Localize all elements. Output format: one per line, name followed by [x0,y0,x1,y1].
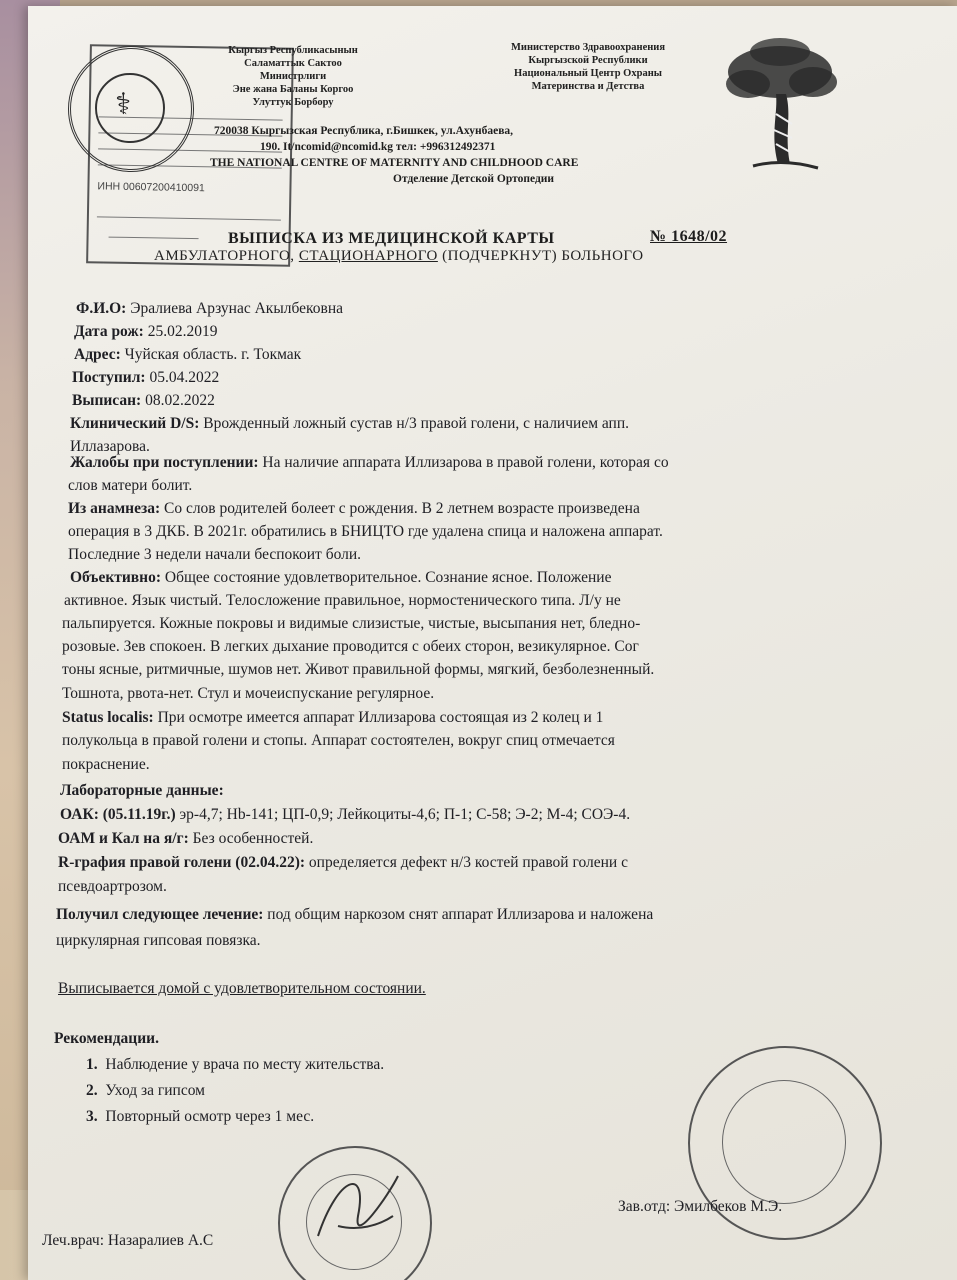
document-subtitle [154,248,644,265]
field-value: Чуйская область. г. Токмак [120,346,302,363]
status-localis-row [62,709,603,727]
recommendation-text: Уход за гипсом [105,1082,205,1099]
diagnosis-row [70,415,629,433]
center-logo [68,46,194,172]
objective-continued: тоны ясные, ритмичные, шумов нет. Живот правильной формы, мягкий, безболезненный. [62,661,655,678]
recommendation-text: Наблюдение у врача по месту жительства. [105,1056,385,1073]
field-label: Получил следующее лечение: [56,906,264,923]
field-label: Выписан: [72,392,142,409]
diagnosis-continued: Иллазарова. [70,438,150,455]
field-label: Рекомендации. [54,1030,159,1047]
field-value: Общее состояние удовлетворительное. Сознание ясное. Положение [161,569,612,586]
objective-continued: пальпируется. Кожные покровы и видимые слизистые, чистые, высыпания нет, бледно- [62,615,641,632]
field-label: Ф.И.О: [76,300,127,317]
recommendation-item: 2. Уход за гипсом [86,1082,205,1099]
field-value: Со слов родителей болеет с рождения. В 2 летнем возрасте произведена [160,500,640,517]
field-value: При осмотре имеется аппарат Иллизарова состоящая из 2 колец и 1 [153,709,604,726]
field-label: Дата рож: [74,323,144,340]
header-left-line: Эне жана Баланы Коргоо [232,84,354,95]
field-value: Врожденный ложный сустав н/3 правой голени, с наличием апп. [199,415,630,432]
subtitle-part: (ПОДЧЕРКНУТ) БОЛЬНОГО [437,248,644,264]
field-value: На наличие аппарата Иллизарова в правой голени, которая со [258,454,669,471]
field-label: Клинический D/S: [70,415,200,432]
objective-row [70,569,612,587]
recommendation-item: 3. Повторный осмотр через 1 мес. [86,1108,315,1125]
oak-row [60,806,630,824]
field-value: Эралиева Арзунас Акылбековна [126,300,344,317]
subtitle-underlined: СТАЦИОНАРНОГО [298,248,438,264]
status-localis-continued: полукольца в правой голени и стопы. Аппарат состоятелен, вокруг спиц отмечается [62,732,615,749]
field-label: Объективно: [70,569,162,586]
header-left-line: Кыргыз Республикасынын [228,45,358,56]
anamnesis-continued: операция в 3 ДКБ. В 2021г. обратились в БНИЦТО где удалена спица и наложена аппарат. [68,523,663,540]
field-value: эр-4,7; Hb-141; ЦП-0,9; Лейкоциты-4,6; П-1; С-58; Э-2; М-4; СОЭ-4. [175,806,631,823]
header-right [458,41,718,93]
header-right-line: Министерство Здравоохранения [510,42,666,53]
stamp-inn: ИНН 00607200410091 [97,180,205,195]
field-value: Назаралиев А.С [104,1232,214,1249]
objective-continued: розовые. Зев спокоен. В легких дыхание проводится с обеих сторон, везикулярное. Сог [62,638,639,655]
document-number: № 1648/02 [650,228,728,245]
objective-continued: активное. Язык чистый. Телосложение правильное, нормостенического типа. Л/у не [64,592,621,609]
discharged-row [72,392,215,410]
recommendation-text: Повторный осмотр через 1 мес. [105,1108,315,1125]
field-label: ОАМ и Кал на я/г: [58,830,189,847]
fio-row [76,300,343,318]
xray-continued: псевдоартрозом. [58,878,167,895]
head-signature-line [618,1198,782,1216]
address-line-3: THE NATIONAL CENTRE OF MATERNITY AND CHILDHOOD CARE [210,157,579,169]
field-label: Лабораторные данные: [60,782,224,799]
dob-row [74,323,217,341]
header-left-line: Улуттук Борбору [252,97,334,108]
discharge-statement: Выписывается домой с удовлетворительном состоянии. [58,980,426,997]
field-label: R-графия правой голени (02.04.22): [58,854,306,871]
field-label: Поступил: [72,369,146,386]
field-label: Из анамнеза: [68,500,161,517]
admitted-row [72,369,219,387]
field-value: 08.02.2022 [141,392,215,409]
header-left [178,44,408,109]
objective-continued: Тошнота, рвота-нет. Стул и мочеиспускание регулярное. [62,685,435,702]
header-right-line: Материнства и Детства [531,81,645,92]
address-line-2: 190. It/ncomid@ncomid.kg тел: +996312492371 [260,141,496,153]
recommendations-heading [54,1030,159,1048]
field-value: Без особенностей. [188,830,314,847]
document-title: ВЫПИСКА ИЗ МЕДИЦИНСКОЙ КАРТЫ [228,230,555,247]
field-value: определяется дефект н/3 костей правой голени с [305,854,628,871]
xray-row [58,854,628,872]
field-label: ОАК: (05.11.19г.) [60,806,176,823]
address-line-1: 720038 Кыргызская Республика, г.Бишкек, ул.Ахунбаева, [214,125,514,137]
address-row [74,346,301,364]
field-value: 05.04.2022 [145,369,220,386]
field-value: Эмилбеков М.Э. [670,1198,783,1215]
address-line-4: Отделение Детской Ортопедии [393,173,555,185]
anamnesis-continued: Последние 3 недели начали беспокоит боли. [68,546,362,563]
field-label: Адрес: [74,346,121,363]
tree-logo-icon [718,34,848,184]
complaints-continued: слов матери болит. [68,477,193,494]
header-right-line: Национальный Центр Охраны [514,68,662,79]
doctor-signature-line [42,1232,213,1250]
field-label: Леч.врач: [42,1232,104,1249]
lab-heading [60,782,224,800]
complaints-row [70,454,669,472]
field-value: под общим наркозом снят аппарат Иллизарова и наложена [263,906,654,923]
subtitle-part: АМБУЛАТОРНОГО, [154,248,299,264]
header-left-line: Министрлиги [259,71,327,82]
field-label: Status localis: [62,709,154,726]
status-localis-continued: покраснение. [62,756,150,773]
treatment-row [56,906,653,924]
field-label: Жалобы при поступлении: [70,454,259,471]
recommendation-item: 1. Наблюдение у врача по месту жительства. [86,1056,385,1073]
doctor-signature-icon [298,1156,418,1266]
document-page [28,6,957,1280]
field-label: Зав.отд: [618,1198,671,1215]
anamnesis-row [68,500,640,518]
header-right-line: Кыргызской Республики [528,55,648,66]
medical-emblem-icon: ⚕ [115,87,132,122]
field-value: 25.02.2019 [143,323,218,340]
treatment-continued: циркулярная гипсовая повязка. [56,932,261,949]
header-left-line: Саламаттык Сактоо [244,58,342,69]
oam-row [58,830,313,848]
